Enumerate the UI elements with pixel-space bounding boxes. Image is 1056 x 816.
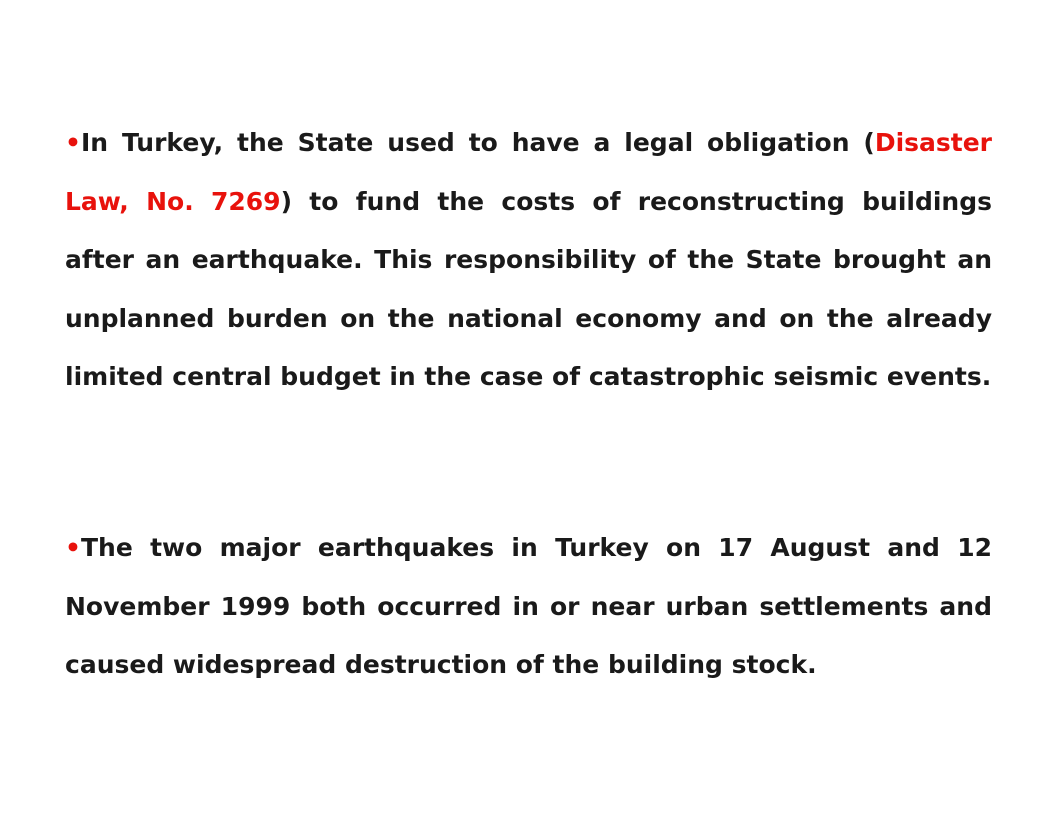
disaster-law-highlight: Disaster Law, No. 7269 <box>65 128 992 216</box>
paragraph-text: The two major earthquakes in Turkey on 17 August and 12 November 1999 both occurred in or near urban settlements and caused widespread destruction of the building stock. <box>65 533 992 679</box>
paragraph-text: In Turkey, the State used to have a legal obligation ( <box>80 128 875 157</box>
bullet-icon: • <box>65 128 81 157</box>
paragraph-earthquakes-1999 <box>65 519 992 695</box>
paragraph-disaster-law <box>65 114 992 407</box>
paragraph-text: ) to fund the costs of reconstructing buildings after an earthquake. This responsibility of the State brought an unplanned burden on the national economy and on the already limited central budget in the case of catastrophic seismic events. <box>65 186 992 391</box>
bullet-icon: • <box>65 533 81 562</box>
